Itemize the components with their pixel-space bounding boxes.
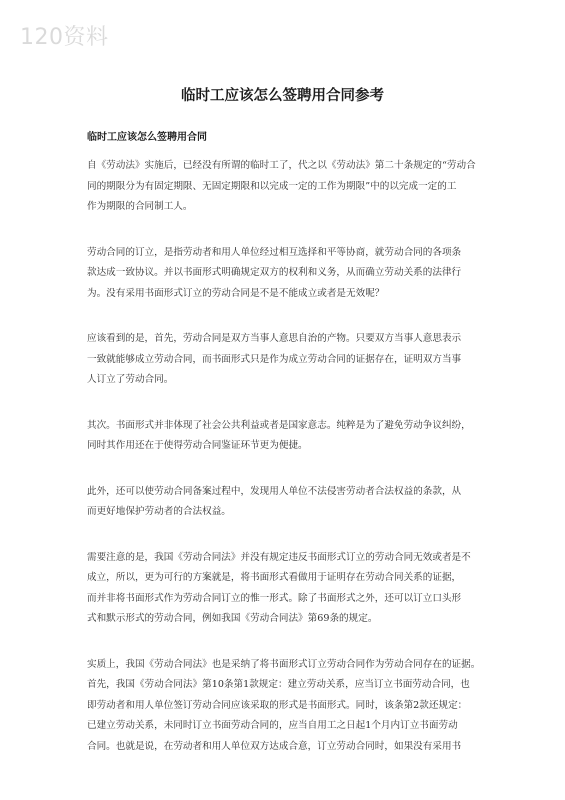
paragraph-line: 实质上，我国《劳动合同法》也是采纳了将书面形式订立劳动合同作为劳动合同存在的证据。 xyxy=(87,658,481,670)
paragraph-line: 一致就能够成立劳动合同，而书面形式只是作为成立劳动合同的证据存在，证明双方当事 xyxy=(87,353,462,365)
paragraph-line: 劳动合同的订立，是指劳动者和用人单位经过相互选择和平等协商，就劳动合同的各项条 xyxy=(87,246,462,258)
paragraph-7 xyxy=(87,655,491,758)
paragraph-line: 款达成一致协议。并以书面形式明确规定双方的权利和义务，从而确立劳动关系的法律行 xyxy=(87,267,462,278)
paragraph-4 xyxy=(87,416,491,457)
paragraph-line: 式和默示形式的劳动合同，例如我国《劳动合同法》第69条的规定。 xyxy=(87,613,378,624)
paragraph-2 xyxy=(87,243,491,305)
paragraph-1 xyxy=(87,156,491,218)
paragraph-line: 人订立了劳动合同。 xyxy=(87,374,174,385)
paragraph-line: 其次。书面形式并非体现了社会公共利益或者是国家意志。纯粹是为了避免劳动争议纠纷， xyxy=(87,419,471,431)
paragraph-line: 应该看到的是，首先，劳动合同是双方当事人意思自治的产物。只要双方当事人意思表示 xyxy=(87,333,462,344)
paragraph-line: 成立，所以，更为可行的方案就是，将书面形式看做用于证明存在劳动合同关系的证据， xyxy=(87,572,462,583)
paragraph-line: 此外，还可以使劳动合同备案过程中，发现用人单位不法侵害劳动者合法权益的条款，从 xyxy=(87,485,462,497)
paragraph-line: 合同。也就是说，在劳动者和用人单位双方达成合意，订立劳动合同时，如果没有采用书 xyxy=(87,740,462,752)
paragraph-line: 而更好地保护劳动者的合法权益。 xyxy=(87,506,231,517)
section-heading: 临时工应该怎么签聘用合同 xyxy=(87,132,207,143)
paragraph-6 xyxy=(87,548,491,630)
paragraph-line: 作为期限的合同制工人。 xyxy=(87,201,193,212)
paragraph-line: 即劳动者和用人单位签订劳动合同应该采取的形式是书面形式。同时，该条第2款还规定： xyxy=(87,699,468,711)
page-title: 临时工应该怎么签聘用合同参考 xyxy=(181,88,384,104)
document-body xyxy=(87,156,491,782)
paragraph-line: 已建立劳动关系，未同时订立书面劳动合同的，应当自用工之日起1个月内订立书面劳动 xyxy=(87,720,458,731)
paragraph-line: 需要注意的是，我国《劳动合同法》并没有规定违反书面形式订立的劳动合同无效或者是不 xyxy=(87,551,471,563)
watermark-logo: 120资料 xyxy=(20,25,109,50)
paragraph-line: 同的期限分为有固定期限、无固定期限和以完成一定的工作为期限”中的以完成一定的工 xyxy=(87,180,457,192)
paragraph-5 xyxy=(87,482,491,523)
paragraph-line: 为。没有采用书面形式订立的劳动合同是不是不能成立或者是无效呢？ xyxy=(87,287,385,299)
paragraph-line: 首先，我国《劳动合同法》第10条第1款规定：建立劳动关系，应当订立书面劳动合同，也 xyxy=(87,679,470,690)
paragraph-line: 同时其作用还在于使得劳动合同鉴证环节更为便捷。 xyxy=(87,440,308,451)
paragraph-line: 而并非将书面形式作为劳动合同订立的惟一形式。除了书面形式之外，还可以订立口头形 xyxy=(87,592,462,604)
paragraph-3 xyxy=(87,329,491,391)
paragraph-line: 自《劳动法》实施后，已经没有所谓的临时工了，代之以《劳动法》第二十条规定的“劳动合 xyxy=(87,160,476,171)
